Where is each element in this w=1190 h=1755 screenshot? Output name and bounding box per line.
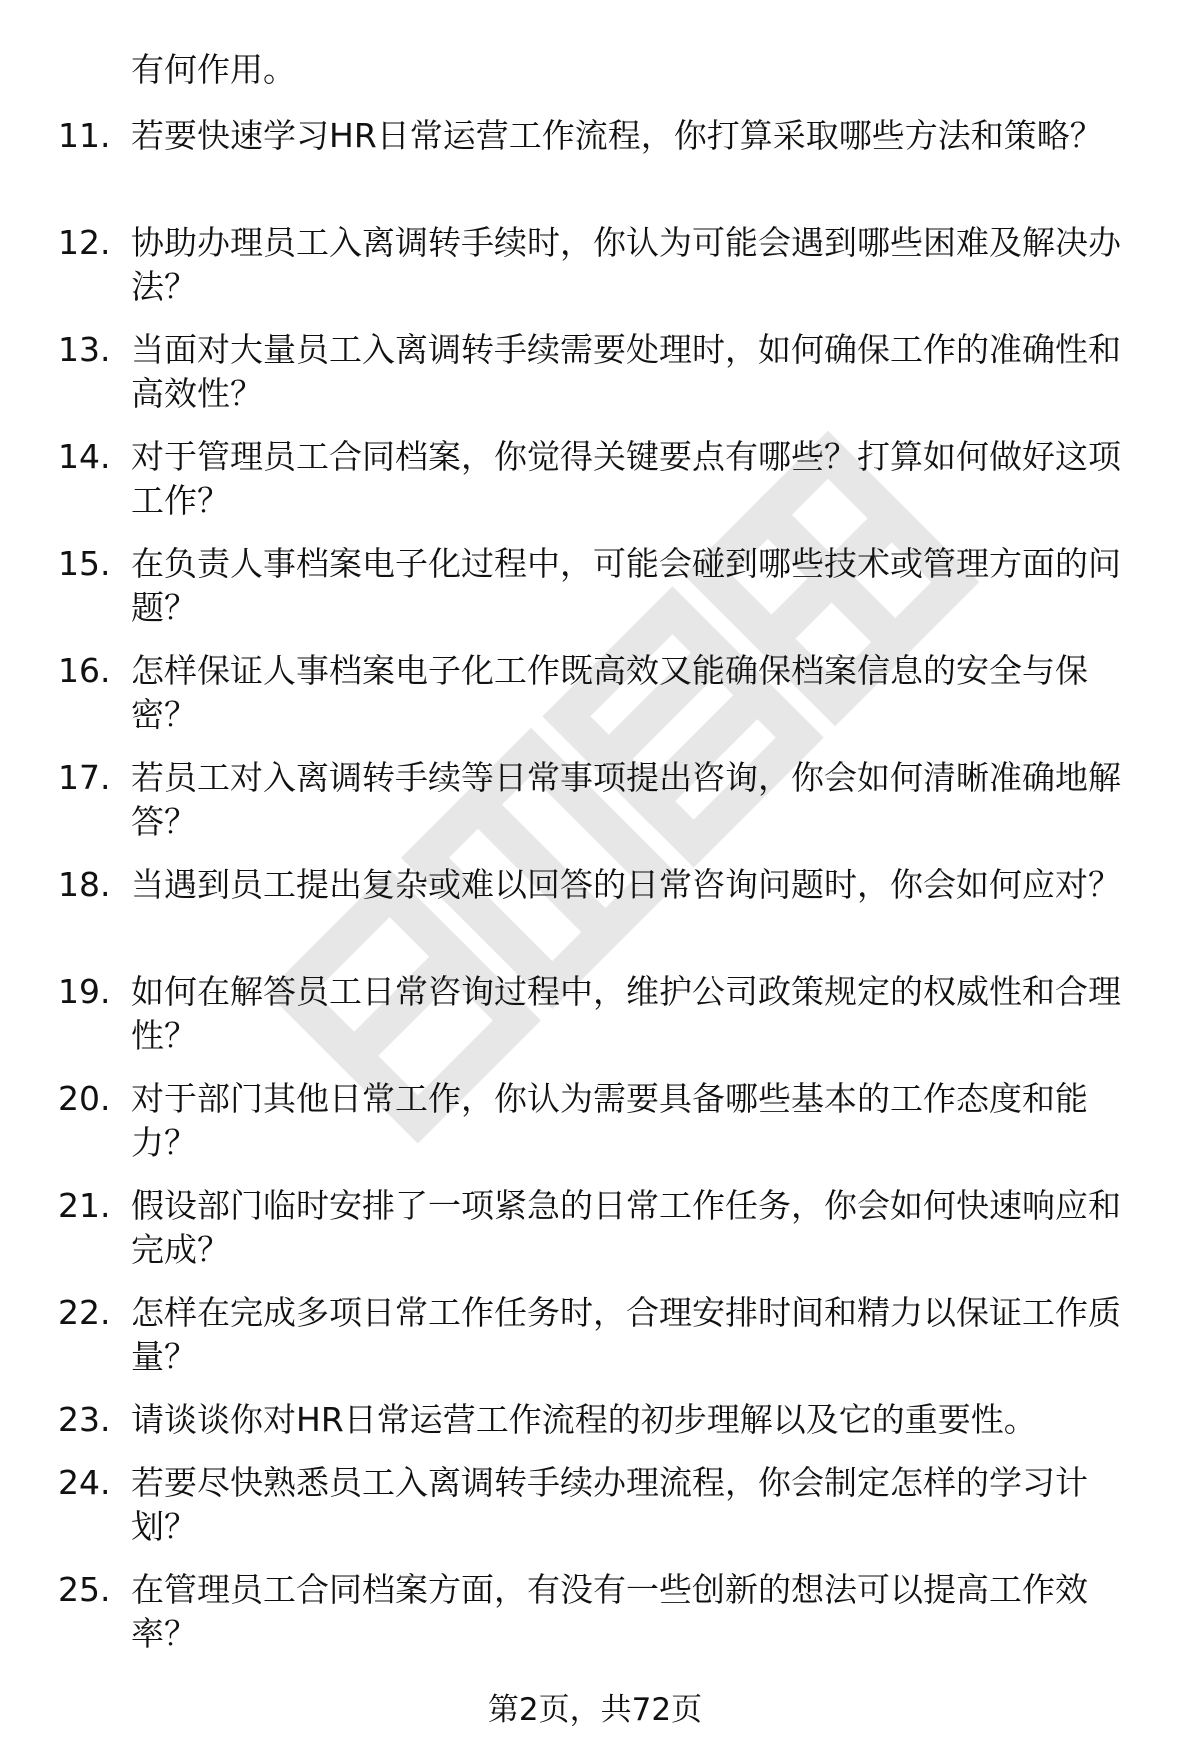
list-item — [58, 1184, 1148, 1291]
list-item — [58, 1077, 1148, 1184]
question-text: 在负责人事档案电子化过程中，可能会碰到哪些技术或管理方面的问题？ — [131, 544, 1121, 627]
question-number: 24. — [58, 1463, 111, 1502]
question-number: 20. — [58, 1079, 111, 1118]
question-number: 15. — [58, 544, 111, 583]
question-number: 14. — [58, 437, 111, 476]
question-text: 怎样在完成多项日常工作任务时，合理安排时间和精力以保证工作质量？ — [131, 1293, 1121, 1376]
question-number: 25. — [58, 1570, 111, 1609]
list-item — [58, 756, 1148, 863]
list-item — [58, 328, 1148, 435]
question-number: 19. — [58, 972, 111, 1011]
list-item — [58, 221, 1148, 328]
question-number: 16. — [58, 651, 111, 690]
question-number: 18. — [58, 865, 111, 904]
question-text: 若要尽快熟悉员工入离调转手续办理流程，你会制定怎样的学习计划？ — [131, 1463, 1088, 1546]
question-number: 23. — [58, 1400, 111, 1439]
question-text: 若要快速学习HR日常运营工作流程，你打算采取哪些方法和策略？ — [131, 116, 1103, 155]
list-item — [58, 435, 1148, 542]
list-item — [58, 1398, 1148, 1461]
continuation-text: 有何作用。 — [131, 50, 296, 89]
question-text: 当遇到员工提出复杂或难以回答的日常咨询问题时，你会如何应对？ — [131, 865, 1121, 904]
question-text: 当面对大量员工入离调转手续需要处理时，如何确保工作的准确性和高效性？ — [131, 330, 1121, 413]
list-item — [58, 970, 1148, 1077]
list-item — [58, 114, 1148, 221]
list-item — [58, 1461, 1148, 1568]
question-text: 对于部门其他日常工作，你认为需要具备哪些基本的工作态度和能力？ — [131, 1079, 1088, 1162]
question-text: 在管理员工合同档案方面，有没有一些创新的想法可以提高工作效率？ — [131, 1570, 1088, 1653]
question-number: 22. — [58, 1293, 111, 1332]
question-number: 11. — [58, 116, 111, 155]
question-number: 17. — [58, 758, 111, 797]
list-item — [58, 542, 1148, 649]
question-text: 怎样保证人事档案电子化工作既高效又能确保档案信息的安全与保密？ — [131, 651, 1088, 734]
question-text: 假设部门临时安排了一项紧急的日常工作任务，你会如何快速响应和完成？ — [131, 1186, 1121, 1269]
list-item — [58, 649, 1148, 756]
question-text: 对于管理员工合同档案，你觉得关键要点有哪些？打算如何做好这项工作？ — [131, 437, 1121, 520]
list-item — [58, 863, 1148, 970]
question-number: 21. — [58, 1186, 111, 1225]
question-list — [58, 114, 1148, 1675]
question-number: 12. — [58, 223, 111, 262]
question-text: 请谈谈你对HR日常运营工作流程的初步理解以及它的重要性。 — [131, 1400, 1037, 1439]
question-number: 13. — [58, 330, 111, 369]
page-number-footer: 第2页，共72页 — [487, 1692, 703, 1728]
question-text: 若员工对入离调转手续等日常事项提出咨询，你会如何清晰准确地解答？ — [131, 758, 1121, 841]
list-item — [58, 1291, 1148, 1398]
question-text: 如何在解答员工日常咨询过程中，维护公司政策规定的权威性和合理性？ — [131, 972, 1121, 1055]
question-text: 协助办理员工入离调转手续时，你认为可能会遇到哪些困难及解决办法？ — [131, 223, 1121, 306]
list-item — [58, 1568, 1148, 1675]
